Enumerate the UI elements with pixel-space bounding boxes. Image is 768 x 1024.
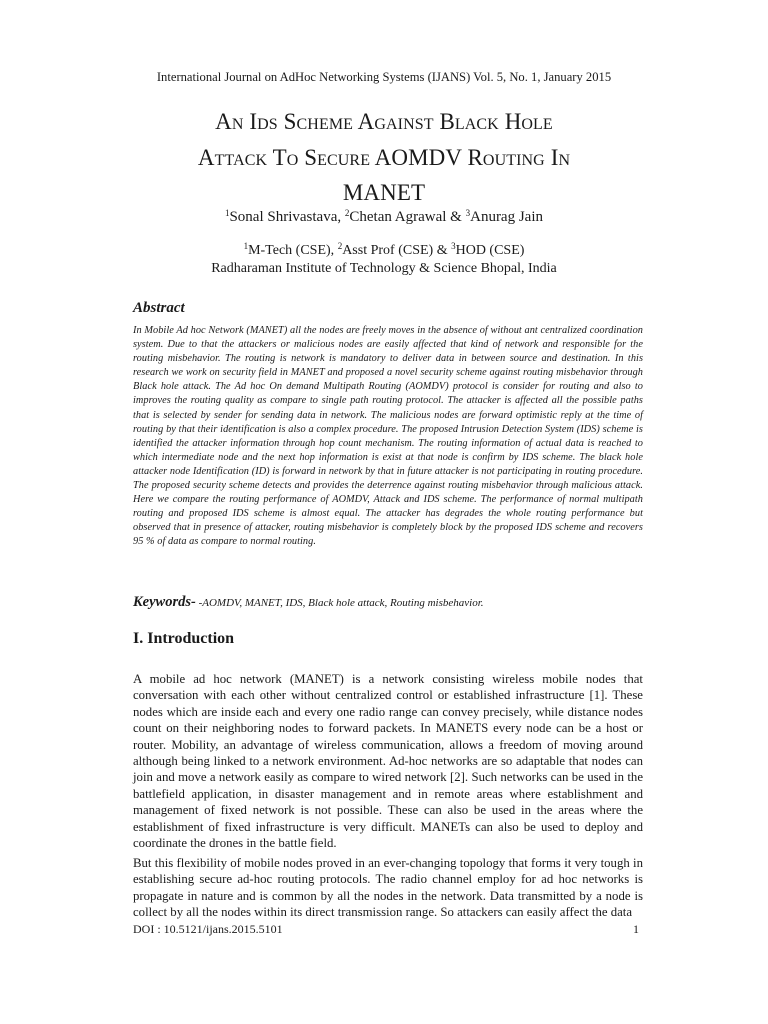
author-3-marker: 3 (465, 208, 471, 218)
author-roles (0, 242, 768, 260)
role-3: HOD (CSE) (455, 243, 525, 258)
author-list (0, 209, 768, 226)
section-heading: I. Introduction (133, 630, 235, 647)
author-1: Sonal Shrivastava, (229, 209, 345, 225)
title-line-2: Attack To Secure AOMDV Routing In (197, 144, 571, 170)
intro-paragraph-2: But this flexibility of mobile nodes proved in an ever-changing topology that forms it very tough in establishing secure ad-hoc routing protocols. The radio channel employ for ad hoc networks is propagate in nature and is common by all the nodes in the network. Data transmitted by a node is collect by all the nodes within its direct transmission range. So attackers can easily affect the data (133, 856, 643, 920)
abstract-body: In Mobile Ad hoc Network (MANET) all the nodes are freely moves in the absence of without ant centralized coordination system. Due to that the attackers or malicious nodes are easily affected that kind of network and responsible for the routing misbehavior. The routing is network is mandatory to deliver data in between source and destination. In this research we work on security field in MANET and proposed a novel security scheme against routing misbehavior through Black hole attack. The Ad hoc On demand Multipath Routing (AOMDV) protocol is consider for routing and also to improves the routing quality as compare to single path routing protocol. The attacker is affected all the possible paths that is selected by sender for sending data in network. The malicious nodes are forward optimistic reply at the time of routing by that their identification is also a complex procedure. The proposed Intrusion Detection System (IDS) scheme is identified the attacker information through hop count mechanism. The routing information of actual data is reached to which intermediate node and the next hop information is exist at that node is confirm by IDS scheme. The black hole attacker node Identification (ID) is forward in network by that in future attacker is not participating in routing procedure. The proposed security scheme detects and provides the deterrence against routing misbehavior through malicious attack. Here we compare the routing performance of AOMDV, Attack and IDS scheme. The performance of normal multipath routing and proposed IDS scheme is almost equal. The attacker has degrades the whole routing performance but observed that in presence of attacker, routing misbehavior is completely block by the proposed IDS scheme and recovers 95 % of data as compare to normal routing. (133, 325, 643, 548)
keywords-text: -AOMDV, MANET, IDS, Black hole attack, Routing misbehavior. (195, 597, 484, 609)
institute: Radharaman Institute of Technology & Science Bhopal, India (211, 261, 557, 276)
role-2-marker: 2 (337, 241, 343, 251)
role-1: M-Tech (CSE), (248, 243, 338, 258)
affiliations (0, 242, 768, 278)
role-1-marker: 1 (243, 241, 249, 251)
title-line-1: An Ids Scheme Against Black Hole (215, 109, 553, 134)
title-line-3: MANET (342, 180, 426, 205)
author-2: Chetan Agrawal & (349, 209, 466, 225)
role-2: Asst Prof (CSE) & (342, 243, 452, 258)
intro-paragraph-1: A mobile ad hoc network (MANET) is a network consisting wireless mobile nodes that conversation with each other without centralized control or established infrastructure [1]. These nodes which are inside each and every one radio range can convey precisely, while distance nodes count on their neighboring nodes to forward packets. In MANETS every node can be a host or router. Mobility, an advantage of wireless communication, allows a freedom of moving around although being linked to a network environment. Ad-hoc networks are so adaptable that nodes can join and move a network easily as compare to wired network [2]. Such networks can be used in the battlefield application, in disaster management and in remote areas where establishment and management of fixed network is not possible. These can also be used in the areas where the establishment of fixed infrastructure is very difficult. MANETs can also be used to deploy and coordinate the drones in the battle field. (133, 672, 643, 851)
abstract-heading: Abstract (133, 300, 185, 316)
paper-title (100, 104, 668, 211)
keywords-label: Keywords- (133, 594, 196, 610)
doi: DOI : 10.5121/ijans.2015.5101 (133, 922, 283, 936)
keywords (133, 593, 653, 611)
author-3: Anurag Jain (470, 209, 544, 225)
page-number: 1 (633, 922, 639, 936)
author-1-marker: 1 (224, 208, 230, 218)
running-head: International Journal on AdHoc Networking Systems (IJANS) Vol. 5, No. 1, January 2015 (156, 70, 612, 84)
author-2-marker: 2 (344, 208, 350, 218)
role-3-marker: 3 (451, 241, 456, 251)
